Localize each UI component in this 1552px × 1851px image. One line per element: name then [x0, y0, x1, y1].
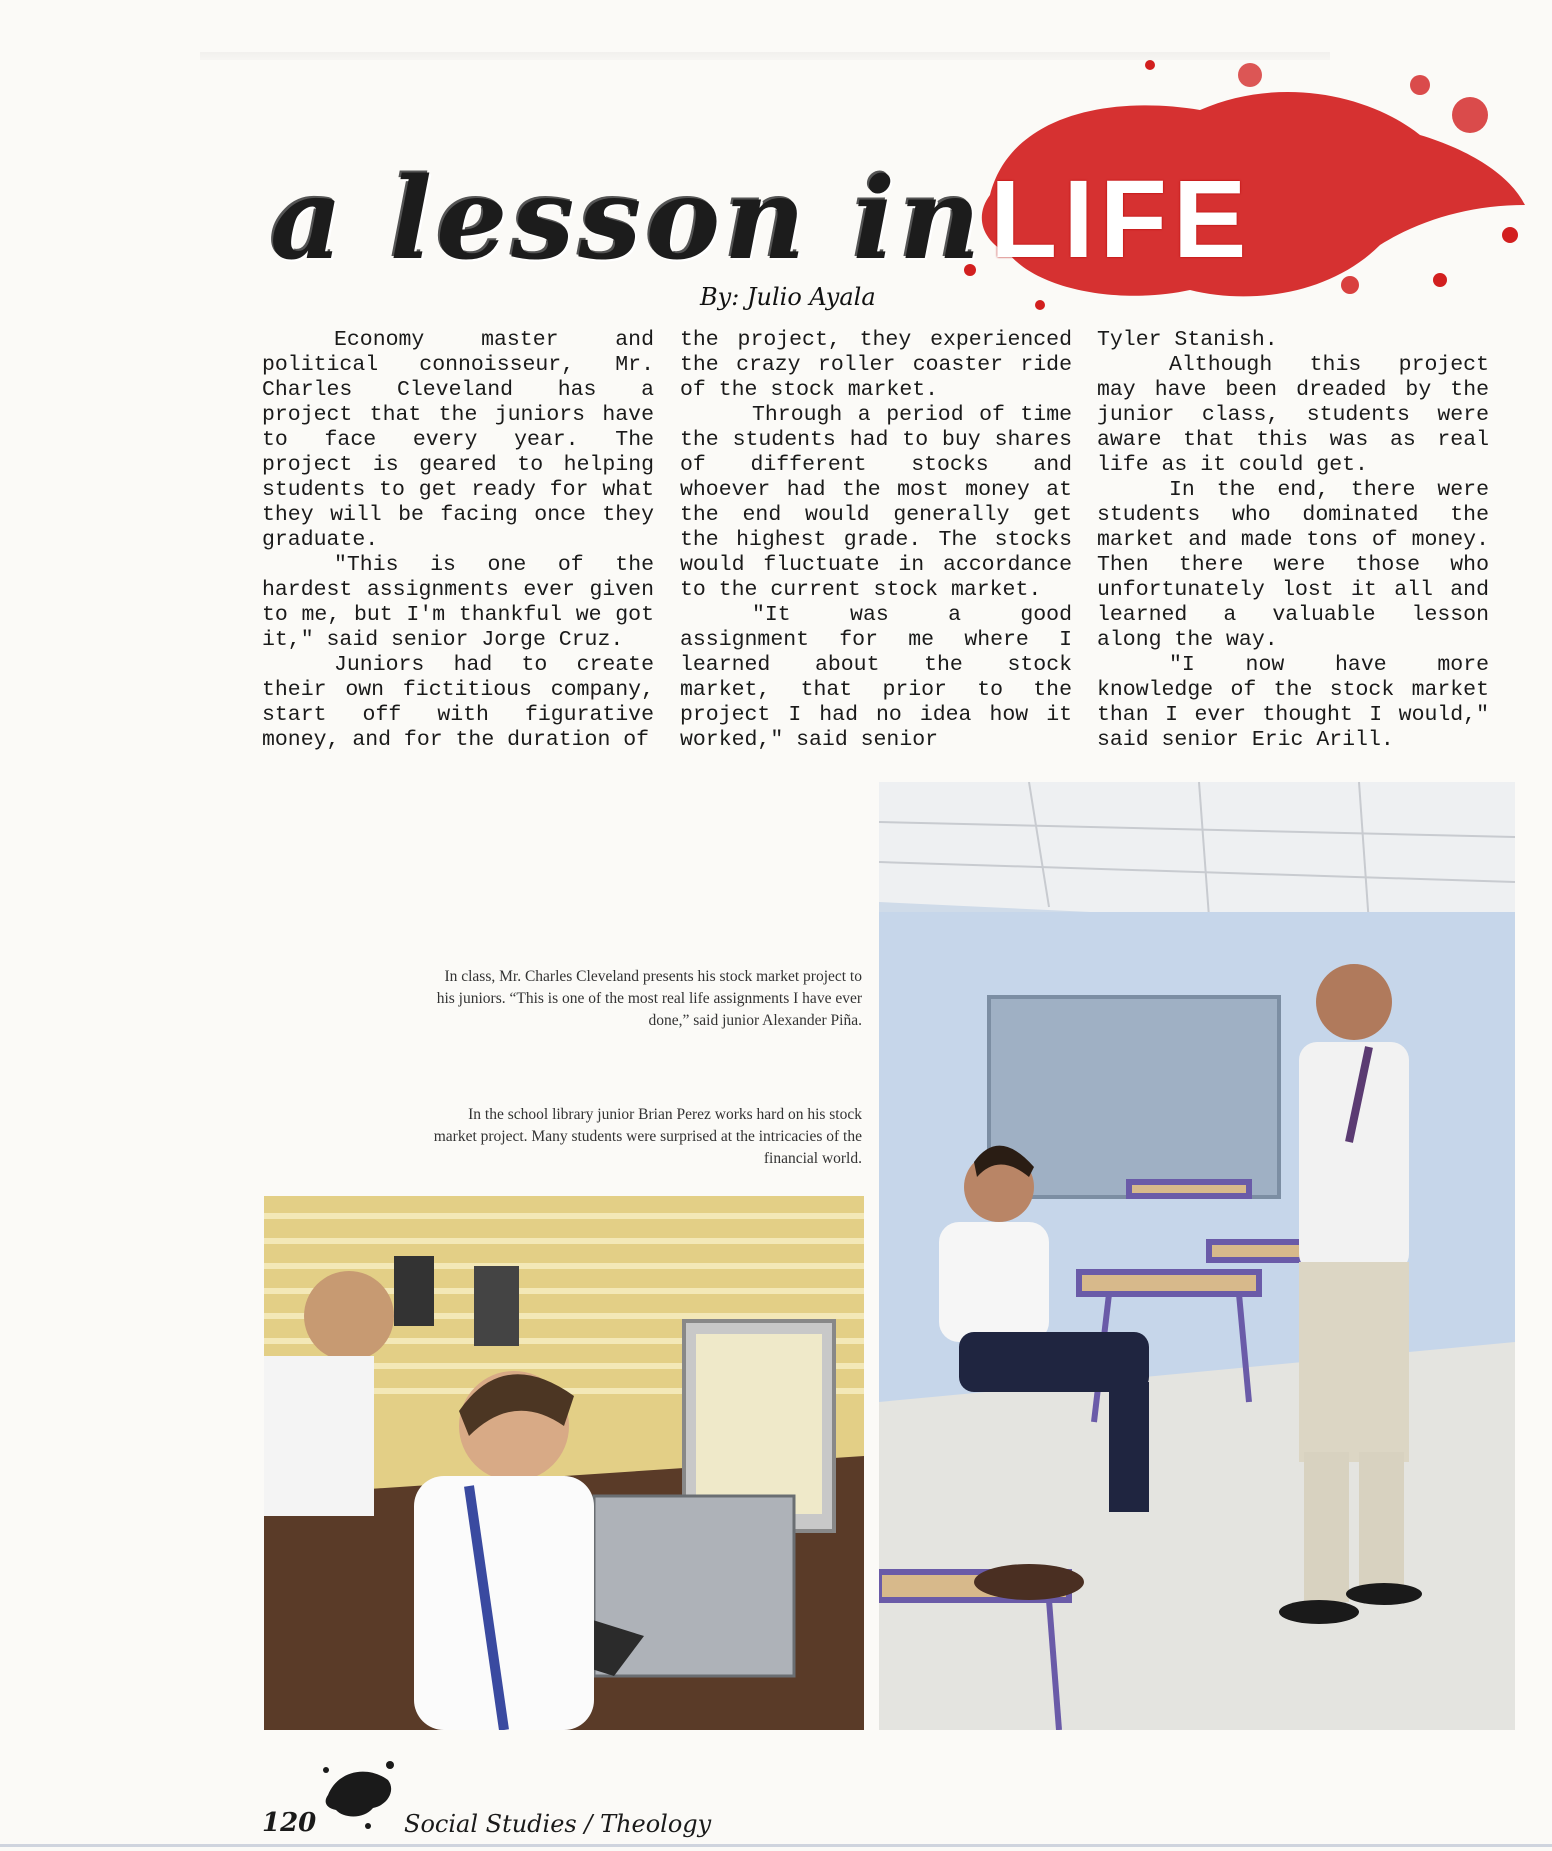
paragraph: the project, they experienced the crazy roller coaster ride of the stock market.	[680, 328, 1072, 402]
article-column-3	[1097, 328, 1489, 753]
library-photo	[264, 1196, 864, 1730]
article-column-1	[262, 328, 654, 753]
paragraph: Economy master and political connoisseur, Mr. Charles Cleveland has a project that the juniors have to face every year. The project is geared to helping students to get ready for what they will be facing once they graduate.	[262, 328, 654, 552]
paragraph: Juniors had to create their own fictitious company, start off with figurative money, and for the duration of	[262, 653, 654, 752]
paragraph: "This is one of the hardest assignments ever given to me, but I'm thankful we got it," said senior Jorge Cruz.	[262, 553, 654, 652]
paragraph: Tyler Stanish.	[1097, 328, 1278, 352]
page-bottom-rule	[0, 1844, 1552, 1847]
classroom-photo	[879, 782, 1515, 1730]
classroom-caption: In class, Mr. Charles Cleveland presents his stock market project to his juniors. “This is one of the most real life assignments I have ever done,” said junior Alexander Piña.	[436, 968, 862, 1029]
paragraph: Through a period of time the students had to buy shares of different stocks and whoever had the most money at the end would generally get the highest grade. The stocks would fluctuate in accordance to the current stock market.	[680, 403, 1072, 602]
paragraph: Although this project may have been dreaded by the junior class, students were aware that this was as real life as it could get.	[1097, 353, 1489, 477]
paragraph: In the end, there were students who dominated the market and made tons of money. Then there were those who unfortunately lost it all and learned a valuable lesson along the way.	[1097, 478, 1489, 652]
library-caption: In the school library junior Brian Perez works hard on his stock market project. Many students were surprised at the intricacies of the financial world.	[433, 1106, 862, 1167]
article-title	[270, 140, 1253, 300]
section-label: Social Studies / Theology	[404, 1810, 712, 1838]
paragraph: "It was a good assignment for me where I learned about the stock market, that prior to the project I had no idea how it worked," said senior	[680, 603, 1072, 752]
page-number: 120	[262, 1808, 317, 1838]
paragraph: "I now have more knowledge of the stock market than I ever thought I would," said senior Eric Arill.	[1097, 653, 1489, 752]
article-column-2	[680, 328, 1072, 753]
byline: By: Julio Ayala	[700, 283, 876, 311]
title-script: a lesson in	[270, 154, 985, 285]
ink-splat-icon	[318, 1750, 400, 1832]
title-life: LIFE	[990, 158, 1253, 281]
